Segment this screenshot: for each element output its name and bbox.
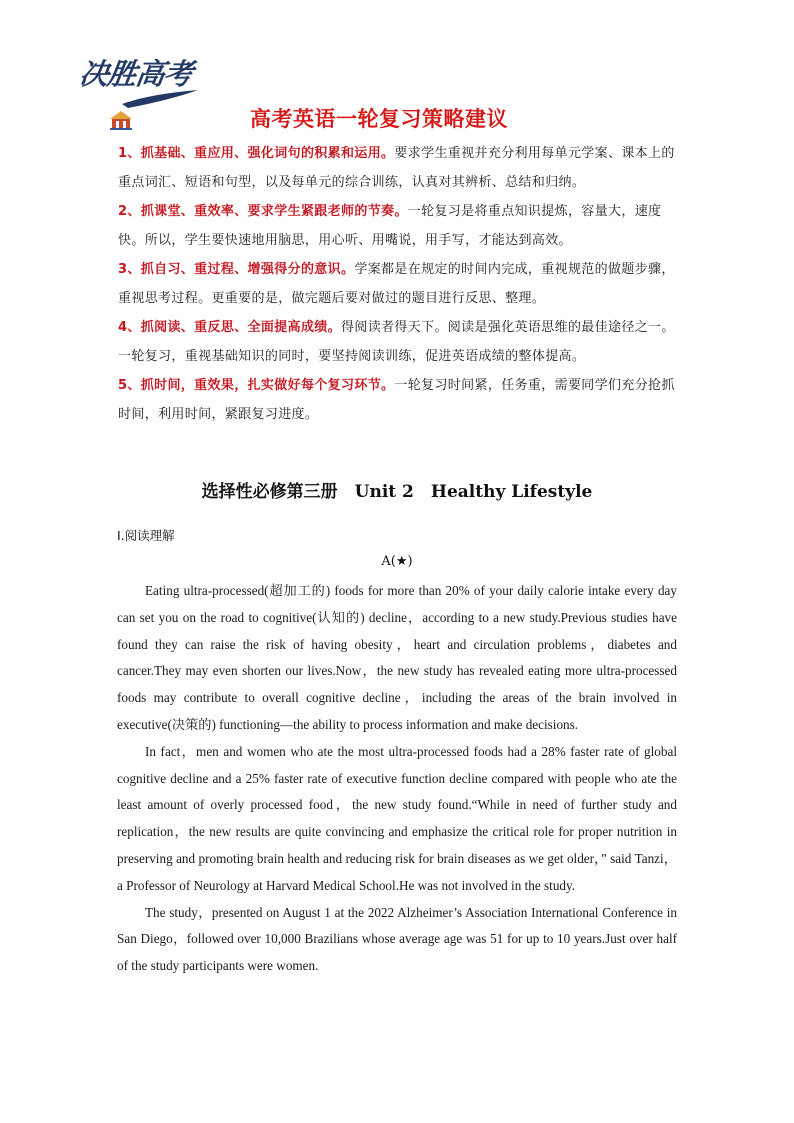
strategy-item	[118, 255, 682, 313]
page-title: 高考英语一轮复习策略建议	[250, 107, 508, 131]
passage-paragraph: The study，presented on August 1 at the 2022 Alzheimer’s Association International Conference in San Diego，followed over 10,000 Brazilians whose average age was 51 for up to 10 years.Just over half of the study participants were women.	[117, 904, 677, 974]
strategy-highlight: 4、抓阅读、重反思、全面提高成绩。	[118, 320, 341, 335]
strategy-text: 要求学生重视并充分利用每单元学案、课本上的重点词汇、短语和句型，以及每单元的综合训练，认真对其辨析、总结和归纳。	[118, 146, 675, 190]
strategy-highlight: 5、抓时间，重效果，扎实做好每个复习环节。	[118, 378, 395, 393]
strategy-item	[118, 197, 682, 255]
strategy-text: 一轮复习时间紧，任务重，需要同学们充分抢抓时间，利用时间，紧跟复习进度。	[118, 378, 675, 422]
strategy-list	[118, 139, 682, 429]
passage-paragraph: In fact，men and women who ate the most ultra-processed foods had a 28% faster rate of global cognitive decline and a 25% faster rate of executive function decline compared with people who ate the least amount of overly processed food，the new study found.“While in need of further study and replication，the new results are quite convincing and emphasize the critical role for proper nutrition in preserving and promoting brain health and reducing risk for brain diseases as we get older，” said Tanzi，a Professor of Neurology at Harvard Medical School.He was not involved in the study.	[117, 743, 677, 893]
reading-passage	[117, 578, 677, 980]
strategy-highlight: 1、抓基础、重应用、强化词句的积累和运用。	[118, 146, 395, 161]
strategy-text: 学案都是在规定的时间内完成，重视规范的做题步骤，重视思考过程。更重要的是，做完题后要对做过的题目进行反思、整理。	[118, 262, 675, 306]
strategy-text: 得阅读者得天下。阅读是强化英语思维的最佳途径之一。一轮复习，重视基础知识的同时，要坚持阅读训练，促进英语成绩的整体提高。	[118, 320, 675, 364]
strategy-highlight: 3、抓自习、重过程、增强得分的意识。	[118, 262, 355, 277]
section-heading: Ⅰ.阅读理解	[117, 528, 175, 543]
brand-logo-text: 决胜高考	[77, 57, 195, 91]
strategy-item	[118, 313, 682, 371]
passage-paragraph: Eating ultra-processed(超加工的) foods for more than 20% of your daily calorie intake every day can set you on the road to cognitive(认知的) decline，according to a new study.Previous studies have found they can raise the risk of having obesity，heart and circulation problems，diabetes and cancer.They may even shorten our lives.Now，the new study has revealed eating more ultra-processed foods may contribute to overall cognitive decline，including the areas of the brain involved in executive(决策的) functioning—the ability to process information and make decisions.	[117, 583, 677, 732]
school-emblem-icon	[110, 110, 132, 134]
strategy-item	[118, 371, 682, 429]
strategy-text: 一轮复习是将重点知识提炼，容量大，速度快。所以，学生要快速地用脑思，用心听、用嘴说，用手写，才能达到高效。	[118, 204, 662, 248]
brand-logo	[77, 52, 202, 132]
strategy-highlight: 2、抓课堂、重效率、要求学生紧跟老师的节奏。	[118, 204, 408, 219]
passage-label: A(★)	[381, 554, 413, 569]
unit-title: 选择性必修第三册 Unit 2 Healthy Lifestyle	[201, 482, 593, 502]
brush-stroke-icon	[120, 88, 200, 110]
strategy-item	[118, 139, 682, 197]
